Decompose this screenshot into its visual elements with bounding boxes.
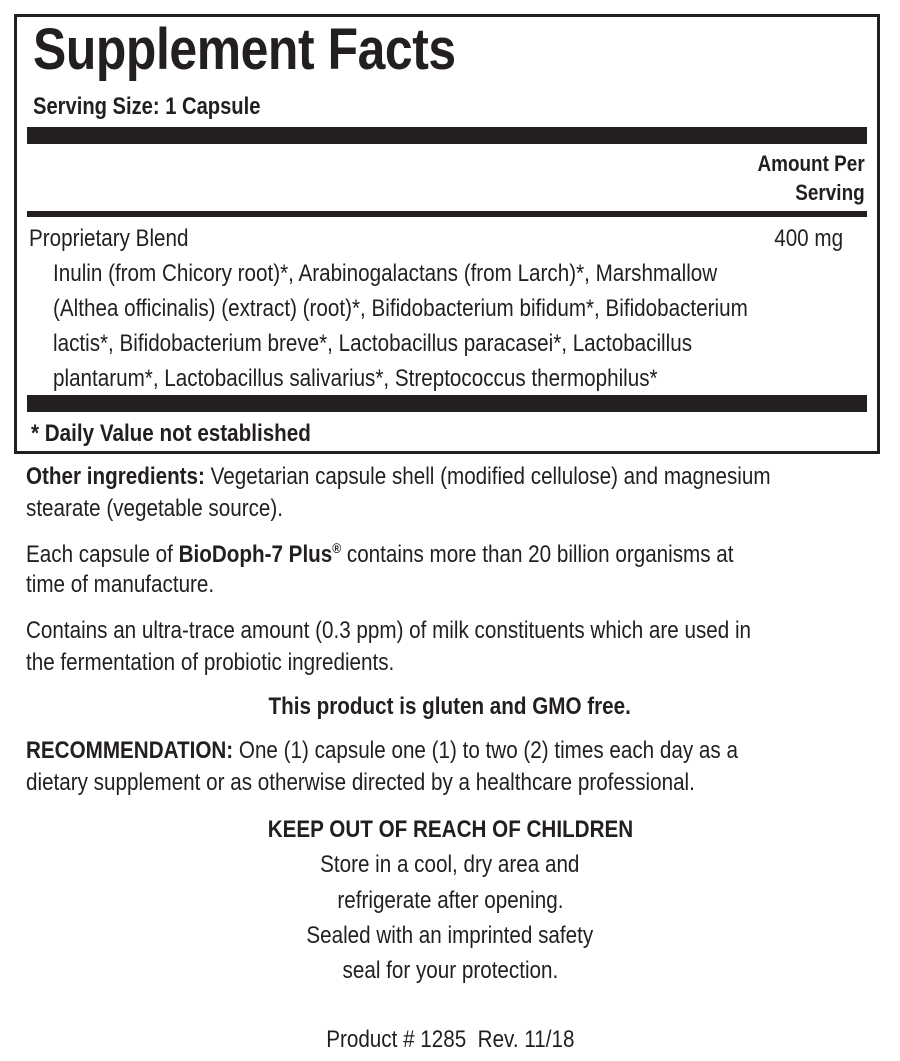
amount-header-line: Serving: [795, 180, 865, 205]
thick-divider: [27, 395, 867, 412]
recommendation-line2: dietary supplement or as otherwise directed by a healthcare professional.: [26, 769, 695, 796]
blend-ingredients-line: plantarum*, Lactobacillus salivarius*, Streptococcus thermophilus*: [53, 365, 658, 392]
recommendation: [26, 739, 738, 763]
storage-line: seal for your protection.: [342, 957, 558, 984]
product-name: BioDoph-7 Plus: [178, 541, 333, 568]
blend-ingredients-line: lactis*, Bifidobacterium breve*, Lactobacillus paracasei*, Lactobacillus: [53, 330, 693, 357]
organisms-suffix: contains more than 20 billion organisms at: [341, 541, 734, 568]
storage-line: refrigerate after opening.: [336, 887, 564, 914]
product-number: Product # 1285 Rev. 11/18: [325, 1026, 575, 1053]
blend-amount: 400 mg: [774, 225, 843, 252]
recommendation-label: RECOMMENDATION:: [26, 737, 234, 764]
organisms-line2: time of manufacture.: [26, 571, 215, 598]
supplement-facts-panel: [14, 14, 880, 454]
recommendation-text: One (1) capsule one (1) to two (2) times each day as a: [233, 737, 738, 764]
panel-title: Supplement Facts: [33, 17, 456, 82]
organisms-prefix: Each capsule of: [26, 541, 179, 568]
storage-line: Store in a cool, dry area and: [320, 851, 580, 878]
amount-header-line: Amount Per: [757, 151, 865, 176]
other-ingredients: [26, 465, 771, 489]
milk-statement: Contains an ultra-trace amount (0.3 ppm) of milk constituents which are used in: [26, 617, 752, 644]
thick-divider: [27, 127, 867, 144]
milk-statement-line2: the fermentation of probiotic ingredients.: [26, 649, 395, 676]
organisms-statement: [26, 541, 734, 567]
medium-divider: [27, 211, 867, 217]
daily-value-footnote: * Daily Value not established: [31, 420, 311, 447]
warning-heading: KEEP OUT OF REACH OF CHILDREN: [267, 816, 633, 843]
other-ingredients-text: Vegetarian capsule shell (modified cellulose) and magnesium: [204, 463, 771, 490]
storage-line: Sealed with an imprinted safety: [306, 922, 594, 949]
registered-mark: ®: [332, 540, 342, 556]
blend-ingredients-line: (Althea officinalis) (extract) (root)*, Bifidobacterium bifidum*, Bifidobacterium: [53, 295, 748, 322]
other-ingredients-line2: stearate (vegetable source).: [26, 495, 283, 522]
serving-size: Serving Size: 1 Capsule: [33, 93, 261, 120]
gluten-gmo-free: This product is gluten and GMO free.: [268, 693, 632, 720]
blend-name: Proprietary Blend: [29, 225, 189, 252]
amount-per-serving-header: [740, 149, 865, 207]
other-ingredients-label: Other ingredients:: [26, 463, 205, 490]
blend-ingredients-line: Inulin (from Chicory root)*, Arabinogalactans (from Larch)*, Marshmallow: [53, 260, 718, 287]
